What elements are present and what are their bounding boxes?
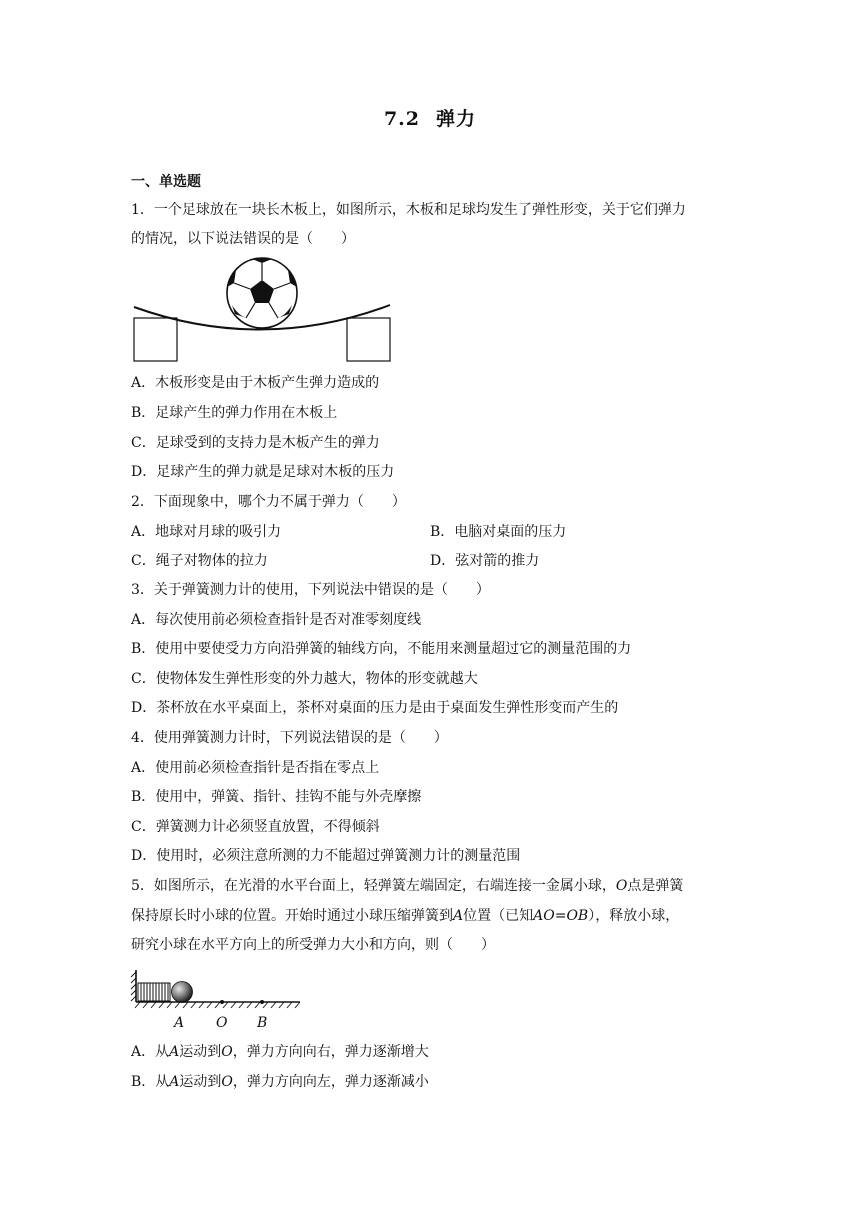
q5-ob-text-a: B．从 bbox=[131, 1074, 170, 1090]
q5-ob-var-o: O bbox=[221, 1074, 233, 1090]
q1-option-c: C．足球受到的支持力是木板产生的弹力 bbox=[131, 435, 380, 451]
q4-stem: 4．使用弹簧测力计时，下列说法错误的是（ ） bbox=[131, 730, 448, 746]
q5-l2-text-a: 保持原长时小球的位置。开始时通过小球压缩弹簧到 bbox=[131, 908, 453, 924]
q5-ob-text-b: 运动到 bbox=[179, 1074, 222, 1090]
q5-oa-text-a: A．从 bbox=[131, 1044, 170, 1060]
q5-stem-line2 bbox=[131, 906, 679, 926]
spring-icon bbox=[138, 983, 170, 1001]
q5-l2-equation: AO=OB bbox=[533, 908, 589, 924]
label-o: O bbox=[216, 1015, 228, 1031]
section-heading: 一、单选题 bbox=[131, 174, 201, 190]
q3-option-b: B．使用中要使受力方向沿弹簧的轴线方向，不能用来测量超过它的测量范围的力 bbox=[131, 641, 632, 657]
point-o-marker bbox=[220, 1000, 224, 1004]
q5-l2-text-c: ），释放小球， bbox=[588, 908, 680, 924]
q3-option-d: D．茶杯放在水平桌面上，茶杯对桌面的压力是由于桌面发生弹性形变而产生的 bbox=[131, 700, 619, 716]
q5-ob-var-a: A bbox=[169, 1074, 180, 1090]
q2-option-a: A．地球对月球的吸引力 bbox=[131, 524, 282, 540]
q4-option-a: A．使用前必须检查指针是否指在零点上 bbox=[131, 760, 380, 776]
q4-option-d: D．使用时，必须注意所测的力不能超过弹簧测力计的测量范围 bbox=[131, 848, 521, 864]
q5-oa-var-a: A bbox=[169, 1044, 180, 1060]
q3-stem: 3．关于弹簧测力计的使用，下列说法中错误的是（ ） bbox=[131, 582, 490, 598]
q5-l1-var-o: O bbox=[615, 878, 628, 894]
table-hatching bbox=[135, 1002, 300, 1008]
q3-option-a: A．每次使用前必须检查指针是否对准零刻度线 bbox=[131, 612, 422, 628]
football-icon bbox=[227, 258, 297, 329]
q1-option-d: D．足球产生的弹力就是足球对木板的压力 bbox=[131, 464, 395, 480]
right-support-block bbox=[347, 318, 390, 361]
q5-option-b bbox=[131, 1072, 429, 1092]
q5-figure-spring-ball bbox=[128, 966, 308, 1034]
q1-option-b: B．足球产生的弹力作用在木板上 bbox=[131, 405, 338, 421]
q5-stem-line3: 研究小球在水平方向上的所受弹力大小和方向，则（ ） bbox=[131, 937, 495, 953]
title-number: 7.2 bbox=[383, 108, 421, 130]
q4-option-c: C．弹簧测力计必须竖直放置，不得倾斜 bbox=[131, 819, 380, 835]
q5-oa-text-b: 运动到 bbox=[179, 1044, 222, 1060]
q2-option-d: D．弦对箭的推力 bbox=[430, 553, 540, 569]
q2-stem: 2．下面现象中，哪个力不属于弹力（ ） bbox=[131, 494, 406, 510]
label-b: B bbox=[257, 1015, 268, 1031]
label-a: A bbox=[174, 1015, 185, 1031]
q3-option-c: C．使物体发生弹性形变的外力越大，物体的形变就越大 bbox=[131, 671, 478, 687]
q5-l1-text-b: 点是弹簧 bbox=[627, 878, 684, 894]
point-b-marker bbox=[260, 1000, 264, 1004]
q1-figure-football-on-board bbox=[128, 255, 394, 367]
title-text: 弹力 bbox=[436, 108, 477, 130]
q5-l1-text-a: 5．如图所示，在光滑的水平台面上，轻弹簧左端固定，右端连接一金属小球， bbox=[131, 878, 616, 894]
q5-l2-var-a: A bbox=[453, 908, 464, 924]
q1-stem-line1: 1．一个足球放在一块长木板上，如图所示，木板和足球均发生了弹性形变，关于它们弹力 bbox=[131, 202, 686, 218]
q4-option-b: B．使用中，弹簧、指针、挂钩不能与外壳摩擦 bbox=[131, 789, 422, 805]
q5-oa-var-o: O bbox=[221, 1044, 233, 1060]
q5-stem-line1 bbox=[131, 876, 683, 896]
q2-option-b: B．电脑对桌面的压力 bbox=[430, 524, 567, 540]
q5-ob-text-c: ，弹力方向向左，弹力逐渐减小 bbox=[232, 1074, 429, 1090]
q5-oa-text-c: ，弹力方向向右，弹力逐渐增大 bbox=[232, 1044, 429, 1060]
q1-stem-line2: 的情况，以下说法错误的是（ ） bbox=[131, 231, 355, 247]
metal-ball bbox=[172, 982, 193, 1003]
q5-l2-text-b: 位置（已知 bbox=[463, 908, 534, 924]
q5-option-a bbox=[131, 1042, 429, 1062]
page-title bbox=[0, 104, 860, 131]
left-support-block bbox=[134, 318, 177, 361]
q1-option-a: A．木板形变是由于木板产生弹力造成的 bbox=[131, 375, 380, 391]
q2-option-c: C．绳子对物体的拉力 bbox=[131, 553, 268, 569]
